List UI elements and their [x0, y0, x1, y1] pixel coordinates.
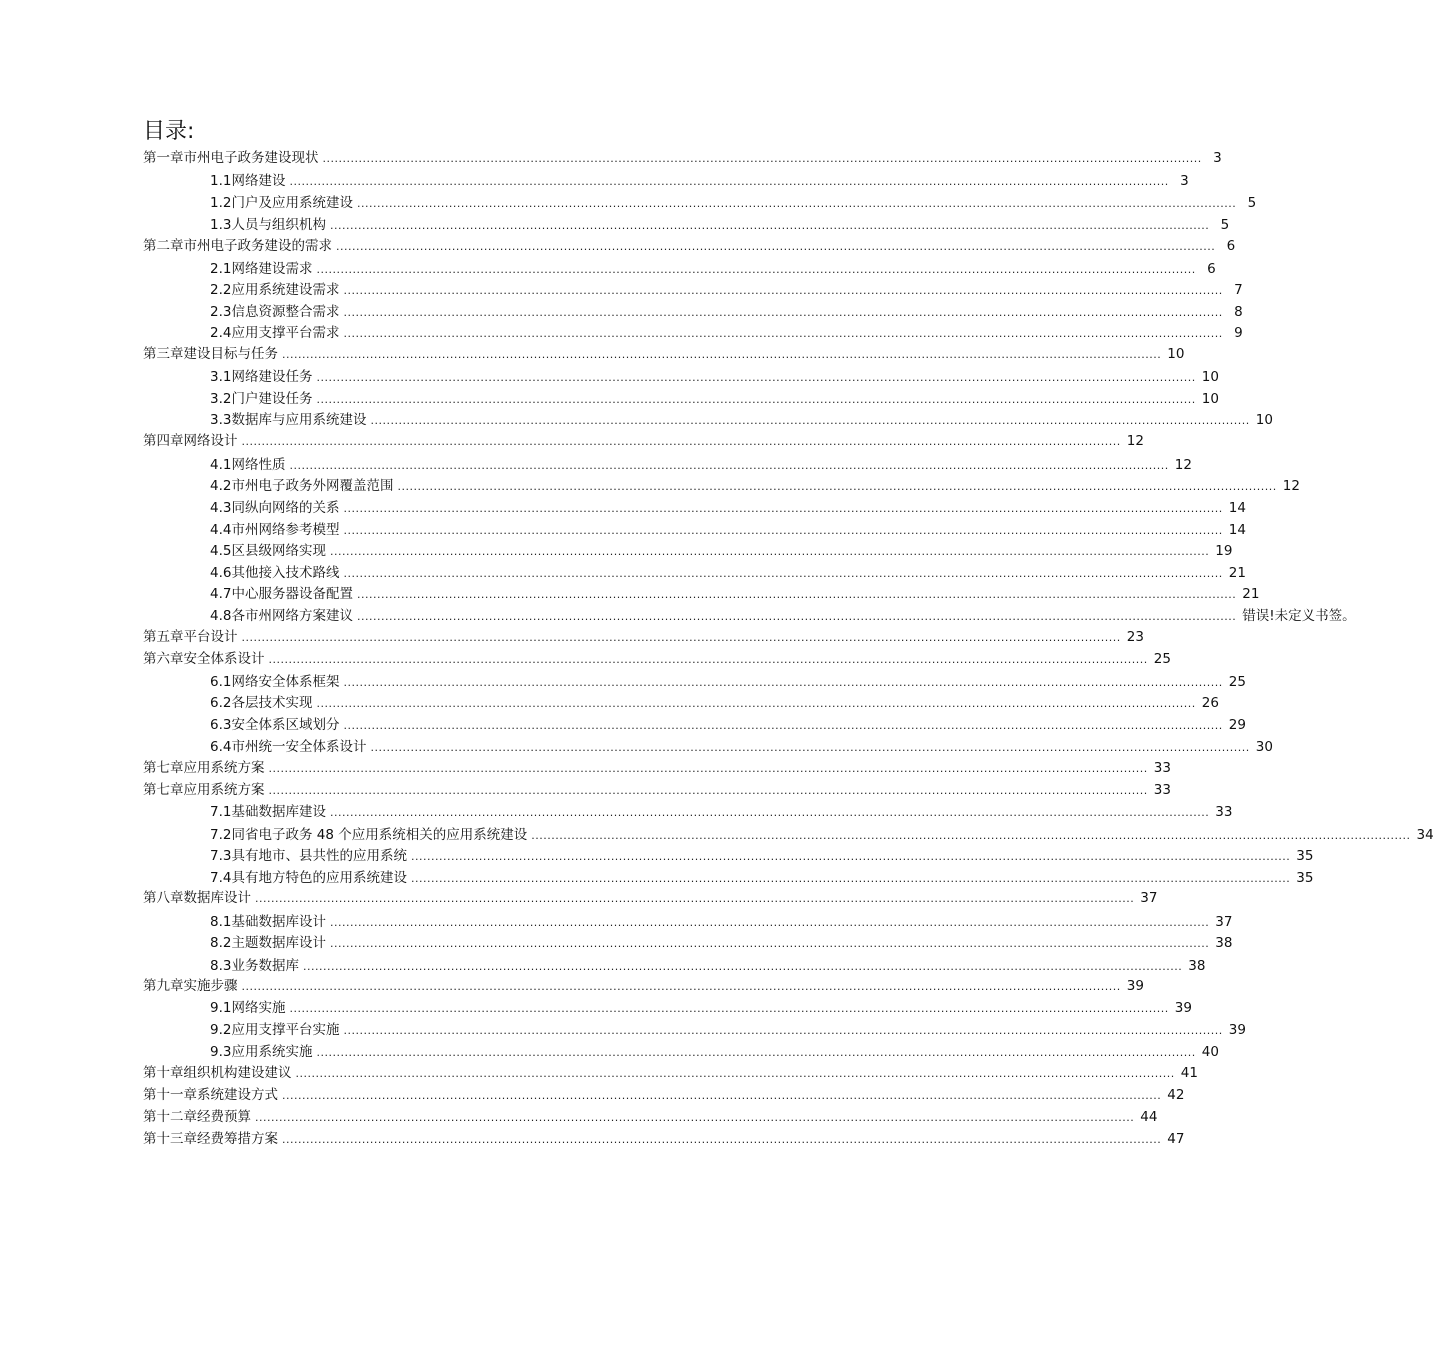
- toc-entry[interactable]: [210, 499, 1246, 517]
- toc-entry-label: 应用系统方案: [183, 760, 265, 776]
- toc-entry-label: 经费筹措方案: [197, 1131, 278, 1147]
- toc-entry-page-number: 41: [1180, 1065, 1198, 1081]
- toc-entry[interactable]: [143, 889, 1158, 907]
- toc-entry-page-number: 14: [1228, 500, 1246, 516]
- dot-leader: ............................................................................................................................................................................................................................: [316, 371, 1196, 384]
- toc-entry-label: 网络建设任务: [231, 369, 313, 385]
- dot-leader: ............................................................................................................................................................................................................................: [329, 545, 1210, 558]
- toc-entry-page-number: 37: [1140, 890, 1158, 906]
- toc-entry-page-number: 6: [1207, 261, 1216, 277]
- toc-entry[interactable]: [210, 521, 1246, 539]
- toc-entry-number: 6.3: [210, 717, 232, 733]
- toc-entry[interactable]: [210, 1021, 1246, 1039]
- dot-leader: ............................................................................................................................................................................................................................: [316, 1046, 1196, 1059]
- toc-entry-number: 7.3: [210, 848, 232, 864]
- toc-entry-label: 区县级网络实现: [231, 543, 326, 559]
- toc-entry-number: 第六章: [143, 651, 184, 667]
- toc-entry[interactable]: [210, 847, 1314, 865]
- toc-entry[interactable]: [210, 826, 1434, 844]
- toc-entry-label: 业务数据库: [231, 958, 299, 974]
- toc-entry-label: 应用支撑平台需求: [231, 325, 340, 341]
- dot-leader: ............................................................................................................................................................................................................................: [410, 872, 1291, 885]
- toc-entry-label: 门户及应用系统建设: [231, 195, 353, 211]
- toc-entry-page-number: 14: [1228, 522, 1246, 538]
- toc-entry-label: 人员与组织机构: [231, 217, 326, 233]
- toc-entry[interactable]: [210, 303, 1243, 321]
- toc-entry[interactable]: [210, 716, 1246, 734]
- toc-entry-number: 4.4: [210, 522, 232, 538]
- toc-entry-number: 第二章: [143, 238, 184, 254]
- dot-leader: ............................................................................................................................................................................................................................: [356, 197, 1237, 210]
- toc-entry-page-number: 30: [1255, 739, 1273, 755]
- toc-entry-label: 平台设计: [183, 629, 238, 645]
- toc-entry-label: 数据库设计: [183, 890, 251, 906]
- dot-leader: ............................................................................................................................................................................................................................: [289, 1002, 1169, 1015]
- toc-entry-page-number: 33: [1153, 760, 1171, 776]
- toc-entry[interactable]: [210, 934, 1233, 952]
- toc-entry-label: 网络建设需求: [231, 261, 313, 277]
- toc-entry[interactable]: [210, 368, 1219, 386]
- dot-leader: ............................................................................................................................................................................................................................: [329, 937, 1210, 950]
- toc-entry-number: 1.2: [210, 195, 232, 211]
- toc-entry-number: 6.4: [210, 739, 232, 755]
- toc-entry[interactable]: [210, 585, 1260, 603]
- toc-entry-page-number: 26: [1201, 695, 1219, 711]
- toc-entry[interactable]: [210, 694, 1219, 712]
- dot-leader: ............................................................................................................................................................................................................................: [255, 1111, 1135, 1124]
- toc-entry-label: 具有地市、县共性的应用系统: [231, 848, 407, 864]
- toc-entry-page-number: 12: [1126, 433, 1144, 449]
- toc-entry-label: 安全体系区域划分: [231, 717, 340, 733]
- dot-leader: ............................................................................................................................................................................................................................: [241, 435, 1121, 448]
- toc-entry-number: 3.1: [210, 369, 232, 385]
- toc-entry-label: 网络安全体系框架: [231, 674, 340, 690]
- toc-entry-number: 第三章: [143, 346, 184, 362]
- dot-leader: ............................................................................................................................................................................................................................: [356, 588, 1237, 601]
- toc-entry-page-number: 39: [1174, 1000, 1192, 1016]
- dot-leader: ............................................................................................................................................................................................................................: [370, 741, 1250, 754]
- dot-leader: ............................................................................................................................................................................................................................: [397, 480, 1277, 493]
- dot-leader: ............................................................................................................................................................................................................................: [316, 263, 1196, 276]
- toc-entry-number: 1.3: [210, 217, 232, 233]
- toc-entry-number: 9.2: [210, 1022, 232, 1038]
- toc-entry-page-number: 23: [1126, 629, 1144, 645]
- dot-leader: ............................................................................................................................................................................................................................: [531, 829, 1411, 842]
- dot-leader: ............................................................................................................................................................................................................................: [343, 502, 1223, 515]
- toc-entry-page-number: 错误!未定义书签。: [1242, 608, 1356, 624]
- toc-entry[interactable]: [143, 432, 1144, 450]
- toc-entry-number: 4.3: [210, 500, 232, 516]
- toc-entry-number: 2.1: [210, 261, 232, 277]
- toc-entry-number: 第九章: [143, 978, 184, 994]
- toc-entry[interactable]: [143, 759, 1171, 777]
- toc-entry-page-number: 35: [1296, 848, 1314, 864]
- toc-entry-number: 7.4: [210, 870, 232, 886]
- toc-entry-page-number: 9: [1234, 325, 1243, 341]
- toc-entry[interactable]: [210, 957, 1206, 975]
- toc-entry-number: 4.8: [210, 608, 232, 624]
- dot-leader: ............................................................................................................................................................................................................................: [322, 152, 1202, 165]
- toc-entry-label: 数据库与应用系统建设: [231, 412, 367, 428]
- dot-leader: ............................................................................................................................................................................................................................: [343, 524, 1223, 537]
- toc-entry[interactable]: [143, 237, 1236, 255]
- toc-entry-page-number: 47: [1167, 1131, 1185, 1147]
- toc-entry[interactable]: [210, 260, 1216, 278]
- toc-entry-number: 第七章: [143, 782, 184, 798]
- dot-leader: ............................................................................................................................................................................................................................: [329, 219, 1210, 232]
- toc-entry[interactable]: [210, 390, 1219, 408]
- toc-entry-label: 组织机构建设建议: [183, 1065, 292, 1081]
- toc-entry-number: 8.2: [210, 935, 232, 951]
- toc-entry-label: 实施步骤: [183, 978, 238, 994]
- dot-leader: ............................................................................................................................................................................................................................: [255, 892, 1135, 905]
- toc-entry-label: 应用系统方案: [183, 782, 265, 798]
- toc-entry-number: 7.1: [210, 804, 232, 820]
- dot-leader: ............................................................................................................................................................................................................................: [282, 1089, 1162, 1102]
- dot-leader: ............................................................................................................................................................................................................................: [343, 284, 1223, 297]
- toc-entry[interactable]: [210, 1043, 1219, 1061]
- toc-entry-page-number: 7: [1234, 282, 1243, 298]
- dot-leader: ............................................................................................................................................................................................................................: [329, 806, 1210, 819]
- toc-entry-label: 各层技术实现: [231, 695, 313, 711]
- toc-entry-label: 网络建设: [231, 173, 286, 189]
- toc-entry[interactable]: [143, 345, 1185, 363]
- toc-entry[interactable]: [210, 564, 1246, 582]
- toc-entry-page-number: 40: [1201, 1044, 1219, 1060]
- toc-entry[interactable]: [210, 869, 1314, 887]
- toc-entry-number: 第十一章: [143, 1087, 197, 1103]
- toc-entry-label: 应用系统实施: [231, 1044, 313, 1060]
- toc-entry-page-number: 38: [1215, 935, 1233, 951]
- toc-entry-label: 门户建设任务: [231, 391, 313, 407]
- toc-entry[interactable]: [143, 1130, 1185, 1148]
- toc-entry[interactable]: [210, 913, 1233, 931]
- toc-entry[interactable]: [210, 673, 1246, 691]
- toc-entry-page-number: 38: [1188, 958, 1206, 974]
- toc-entry-number: 2.3: [210, 304, 232, 320]
- toc-entry-number: 1.1: [210, 173, 232, 189]
- toc-entry[interactable]: [143, 1086, 1185, 1104]
- toc-entry[interactable]: [143, 977, 1144, 995]
- toc-entry-label: 市州统一安全体系设计: [231, 739, 367, 755]
- dot-leader: ............................................................................................................................................................................................................................: [241, 631, 1121, 644]
- toc-entry-number: 第八章: [143, 890, 184, 906]
- toc-entry-page-number: 12: [1174, 457, 1192, 473]
- dot-leader: ............................................................................................................................................................................................................................: [268, 653, 1148, 666]
- toc-entry-label: 安全体系设计: [183, 651, 265, 667]
- dot-leader: ............................................................................................................................................................................................................................: [336, 240, 1216, 253]
- toc-entry-number: 9.1: [210, 1000, 232, 1016]
- toc-entry-page-number: 35: [1296, 870, 1314, 886]
- toc-entry[interactable]: [210, 281, 1243, 299]
- toc-entry-number: 6.1: [210, 674, 232, 690]
- toc-entry-number: 第七章: [143, 760, 184, 776]
- toc-entry-page-number: 44: [1140, 1109, 1158, 1125]
- toc-entry[interactable]: [143, 628, 1144, 646]
- toc-entry[interactable]: [210, 456, 1192, 474]
- toc-entry-number: 8.1: [210, 914, 232, 930]
- toc-entry-number: 4.6: [210, 565, 232, 581]
- toc-entry-page-number: 42: [1167, 1087, 1185, 1103]
- toc-entry-label: 同纵向网络的关系: [231, 500, 340, 516]
- toc-entry-page-number: 34: [1416, 827, 1434, 843]
- toc-entry-number: 8.3: [210, 958, 232, 974]
- toc-entry-label: 其他接入技术路线: [231, 565, 340, 581]
- toc-entry-page-number: 21: [1242, 586, 1260, 602]
- toc-entry[interactable]: [210, 607, 1356, 625]
- toc-entry-label: 基础数据库设计: [231, 914, 326, 930]
- toc-entry-label: 网络设计: [183, 433, 238, 449]
- toc-entry-label: 市州电子政务建设的需求: [183, 238, 332, 254]
- dot-leader: ............................................................................................................................................................................................................................: [343, 327, 1223, 340]
- toc-entry-label: 同省电子政务 48 个应用系统相关的应用系统建设: [231, 827, 528, 843]
- toc-entry-label: 具有地方特色的应用系统建设: [231, 870, 407, 886]
- toc-entry-number: 第五章: [143, 629, 184, 645]
- dot-leader: ............................................................................................................................................................................................................................: [268, 784, 1148, 797]
- toc-entry-label: 应用系统建设需求: [231, 282, 340, 298]
- dot-leader: ............................................................................................................................................................................................................................: [343, 567, 1223, 580]
- toc-entry-number: 第一章: [143, 150, 184, 166]
- toc-entry[interactable]: [210, 411, 1273, 429]
- toc-entry-label: 中心服务器设备配置: [231, 586, 353, 602]
- toc-entry-number: 2.2: [210, 282, 232, 298]
- dot-leader: ............................................................................................................................................................................................................................: [343, 306, 1223, 319]
- toc-entry-page-number: 10: [1167, 346, 1185, 362]
- toc-entry-number: 第十章: [143, 1065, 184, 1081]
- dot-leader: ............................................................................................................................................................................................................................: [343, 1024, 1223, 1037]
- toc-entry[interactable]: [210, 999, 1192, 1017]
- toc-entry-page-number: 33: [1153, 782, 1171, 798]
- toc-entry-label: 系统建设方式: [197, 1087, 278, 1103]
- toc-entry-number: 7.2: [210, 827, 232, 843]
- toc-entry-number: 4.5: [210, 543, 232, 559]
- toc-entry-label: 市州网络参考模型: [231, 522, 340, 538]
- toc-entry-number: 第十三章: [143, 1131, 197, 1147]
- toc-entry-page-number: 5: [1220, 217, 1230, 233]
- dot-leader: ............................................................................................................................................................................................................................: [316, 697, 1196, 710]
- toc-entry-number: 3.2: [210, 391, 232, 407]
- toc-entry-page-number: 33: [1215, 804, 1233, 820]
- dot-leader: ............................................................................................................................................................................................................................: [370, 414, 1250, 427]
- dot-leader: ............................................................................................................................................................................................................................: [343, 676, 1223, 689]
- toc-entry-page-number: 37: [1215, 914, 1233, 930]
- toc-entry-page-number: 21: [1228, 565, 1246, 581]
- toc-entry[interactable]: [210, 542, 1233, 560]
- toc-entry-page-number: 6: [1226, 238, 1236, 254]
- dot-leader: ............................................................................................................................................................................................................................: [289, 175, 1169, 188]
- toc-entry[interactable]: [143, 149, 1222, 167]
- toc-entry-number: 3.3: [210, 412, 232, 428]
- toc-entry-page-number: 10: [1255, 412, 1273, 428]
- dot-leader: ............................................................................................................................................................................................................................: [289, 459, 1169, 472]
- toc-entry-page-number: 8: [1234, 304, 1243, 320]
- toc-entry[interactable]: [210, 216, 1230, 234]
- toc-entry-label: 市州电子政务建设现状: [183, 150, 319, 166]
- dot-leader: ............................................................................................................................................................................................................................: [282, 348, 1162, 361]
- toc-entry-page-number: 39: [1126, 978, 1144, 994]
- toc-entry[interactable]: [143, 650, 1171, 668]
- toc-entry[interactable]: [210, 803, 1233, 821]
- toc-entry-page-number: 5: [1247, 195, 1257, 211]
- dot-leader: ............................................................................................................................................................................................................................: [302, 960, 1183, 973]
- toc-entry-page-number: 25: [1153, 651, 1171, 667]
- toc-entry-label: 应用支撑平台实施: [231, 1022, 340, 1038]
- toc-entry-page-number: 10: [1201, 391, 1219, 407]
- dot-leader: ............................................................................................................................................................................................................................: [356, 610, 1237, 623]
- toc-entry-number: 4.7: [210, 586, 232, 602]
- toc-entry-label: 市州电子政务外网覆盖范围: [231, 478, 394, 494]
- toc-entry-number: 2.4: [210, 325, 232, 341]
- dot-leader: ............................................................................................................................................................................................................................: [343, 719, 1223, 732]
- toc-entry[interactable]: [210, 738, 1273, 756]
- toc-entry-page-number: 39: [1228, 1022, 1246, 1038]
- toc-entry-page-number: 25: [1228, 674, 1246, 690]
- toc-entry-label: 建设目标与任务: [183, 346, 278, 362]
- toc-entry[interactable]: [210, 324, 1243, 342]
- toc-entry-page-number: 12: [1282, 478, 1300, 494]
- toc-entry[interactable]: [210, 194, 1257, 212]
- toc-entry-label: 信息资源整合需求: [231, 304, 340, 320]
- toc-entry-page-number: 10: [1201, 369, 1219, 385]
- toc-entry[interactable]: [210, 172, 1189, 190]
- toc-entry-label: 网络性质: [231, 457, 286, 473]
- dot-leader: ............................................................................................................................................................................................................................: [282, 1133, 1162, 1146]
- toc-entry-page-number: 29: [1228, 717, 1246, 733]
- toc-entry[interactable]: [143, 781, 1171, 799]
- toc-entry-label: 主题数据库设计: [231, 935, 326, 951]
- toc-entry-number: 9.3: [210, 1044, 232, 1060]
- dot-leader: ............................................................................................................................................................................................................................: [295, 1067, 1175, 1080]
- toc-entry-label: 基础数据库建设: [231, 804, 326, 820]
- dot-leader: ............................................................................................................................................................................................................................: [329, 916, 1210, 929]
- toc-entry-page-number: 3: [1213, 150, 1222, 166]
- toc-entry-number: 4.2: [210, 478, 232, 494]
- toc-entry-label: 经费预算: [197, 1109, 251, 1125]
- dot-leader: ............................................................................................................................................................................................................................: [241, 980, 1121, 993]
- toc-entry-number: 4.1: [210, 457, 232, 473]
- toc-entry-number: 第四章: [143, 433, 184, 449]
- toc-entry-number: 第十二章: [143, 1109, 197, 1125]
- toc-entry[interactable]: [143, 1108, 1158, 1126]
- dot-leader: ............................................................................................................................................................................................................................: [268, 762, 1148, 775]
- dot-leader: ............................................................................................................................................................................................................................: [410, 850, 1291, 863]
- toc-entry-number: 6.2: [210, 695, 232, 711]
- toc-title: 目录:: [143, 119, 195, 144]
- dot-leader: ............................................................................................................................................................................................................................: [316, 393, 1196, 406]
- toc-entry-label: 网络实施: [231, 1000, 286, 1016]
- toc-entry-page-number: 3: [1180, 173, 1189, 189]
- toc-entry[interactable]: [210, 477, 1300, 495]
- toc-entry[interactable]: [143, 1064, 1198, 1082]
- toc-entry-label: 各市州网络方案建议: [231, 608, 353, 624]
- toc-entry-page-number: 19: [1215, 543, 1233, 559]
